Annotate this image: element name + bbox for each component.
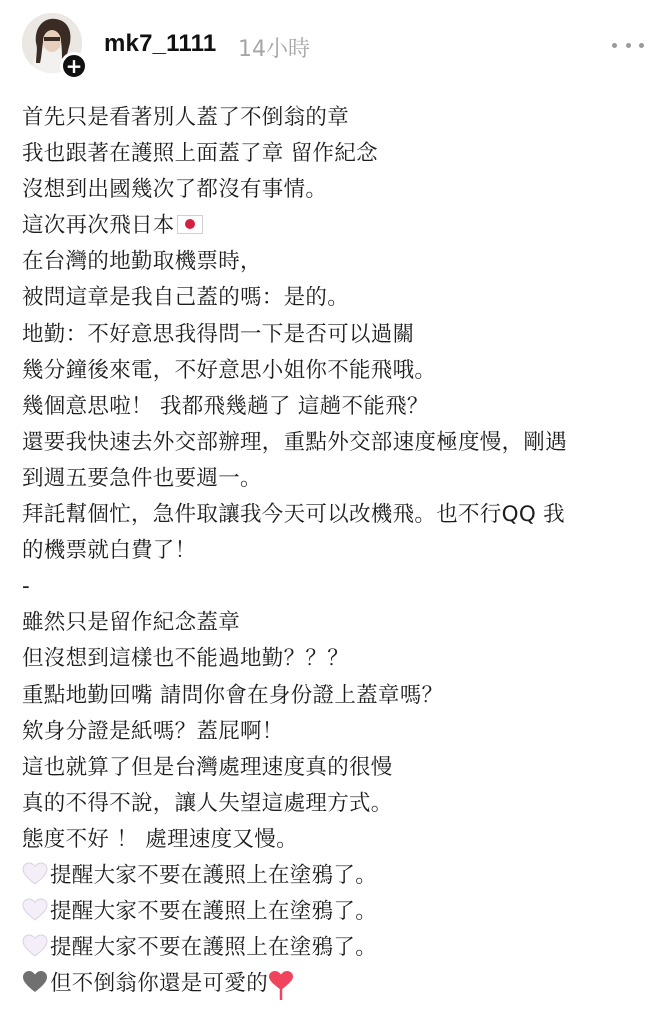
post-line bbox=[22, 858, 652, 894]
post-line: 拜託幫個忙，急件取讓我今天可以改機飛。也不行QQ 我 bbox=[22, 502, 565, 528]
post-line: 幾分鐘後來電，不好意思小姐你不能飛哦。 bbox=[22, 357, 437, 383]
post-line bbox=[22, 894, 652, 930]
white-heart-icon bbox=[22, 934, 48, 958]
post-line-text: 這次再次飛日本 bbox=[22, 213, 175, 239]
post-line: 到週五要急件也要週一。 bbox=[22, 465, 262, 491]
post-line: 的機票就白費了！ bbox=[22, 538, 197, 564]
post-line: 雖然只是留作紀念蓋章 bbox=[22, 610, 241, 636]
post-line-text: 但不倒翁你還是可愛的 bbox=[50, 971, 269, 997]
post-line: 還要我快速去外交部辦理，重點外交部速度極度慢，剛遇 bbox=[22, 429, 568, 455]
post-line-separator: - bbox=[22, 574, 31, 600]
post-timestamp: 14小時 bbox=[238, 37, 310, 62]
post-line: 這也就算了但是台灣處理速度真的很慢 bbox=[22, 754, 393, 780]
follow-button[interactable]: + bbox=[60, 52, 88, 80]
post-line: 幾個意思啦！ 我都飛幾趟了 這趟不能飛？ bbox=[22, 393, 429, 419]
post-line bbox=[22, 208, 652, 244]
post-header bbox=[0, 0, 667, 96]
more-options-button[interactable] bbox=[612, 34, 644, 56]
post-line: 地勤：不好意思我得問一下是否可以過關 bbox=[22, 321, 415, 347]
post-line: 我也跟著在護照上面蓋了章 留作紀念 bbox=[22, 141, 378, 167]
post-line bbox=[22, 930, 652, 966]
white-heart-icon bbox=[22, 862, 48, 886]
post-line: 沒想到出國幾次了都沒有事情。 bbox=[22, 177, 328, 203]
more-horizontal-icon bbox=[612, 43, 617, 48]
post-line-text: 提醒大家不要在護照上在塗鴉了。 bbox=[50, 935, 378, 961]
post-line-text: 提醒大家不要在護照上在塗鴉了。 bbox=[50, 862, 378, 888]
more-horizontal-icon-dot bbox=[639, 43, 644, 48]
post-line-text: 提醒大家不要在護照上在塗鴉了。 bbox=[50, 899, 378, 925]
username[interactable]: mk7_1111 bbox=[104, 30, 217, 57]
pink-heart-icon bbox=[268, 970, 294, 994]
post-line: 首先只是看著別人蓋了不倒翁的章 bbox=[22, 105, 350, 130]
white-heart-icon bbox=[22, 898, 48, 922]
post-line: 在台灣的地勤取機票時， bbox=[22, 249, 262, 275]
post-line: 重點地勤回嘴 請問你會在身份證上蓋章嗎？ bbox=[22, 682, 444, 708]
grey-heart-icon bbox=[22, 970, 48, 994]
japan-flag-icon bbox=[177, 215, 203, 234]
post-text bbox=[22, 100, 652, 1002]
post-line: 但沒想到這樣也不能過地勤？？？ bbox=[22, 646, 350, 672]
post-line: 態度不好 ！ 處理速度又慢。 bbox=[22, 826, 298, 852]
post-line: 真的不得不說，讓人失望這處理方式。 bbox=[22, 790, 393, 816]
more-horizontal-icon-dot bbox=[626, 43, 631, 48]
post-line: 欸身分證是紙嗎？蓋屁啊！ bbox=[22, 718, 284, 744]
post-line: 被問這章是我自己蓋的嗎：是的。 bbox=[22, 285, 350, 311]
post-line bbox=[22, 966, 652, 1002]
